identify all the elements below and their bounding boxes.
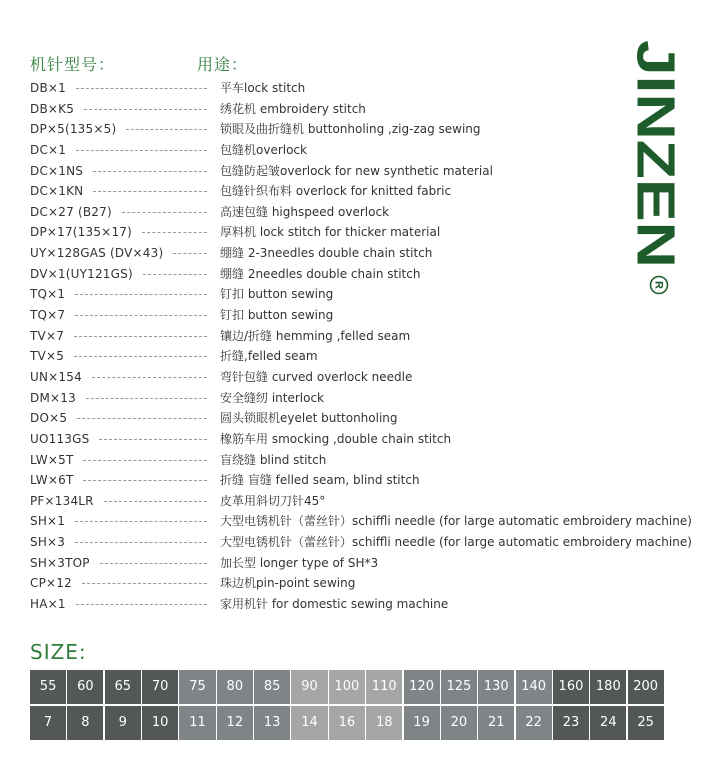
metric-size-cell: 100 xyxy=(329,670,365,704)
needle-model: LW×5T xyxy=(30,452,74,467)
needle-model: DC×1KN xyxy=(30,184,84,199)
singer-size-cell: 9 xyxy=(105,706,141,740)
metric-size-cell: 70 xyxy=(142,670,178,704)
needle-row xyxy=(0,491,726,511)
registered-mark-letter: R xyxy=(652,281,665,289)
needle-row xyxy=(0,367,726,387)
needle-use: 平车lock stitch xyxy=(220,81,306,95)
needle-use: 橡筋车用 smocking ,double chain stitch xyxy=(220,431,452,446)
needle-use: 折缝 盲缝 felled seam, blind stitch xyxy=(220,473,420,488)
metric-size-cell: 85 xyxy=(254,670,290,704)
needle-model: DM×13 xyxy=(30,390,76,405)
needle-model: TQ×7 xyxy=(30,308,66,323)
singer-size-cell: 8 xyxy=(67,706,103,740)
singer-size-cell: 7 xyxy=(30,706,66,740)
needle-model: UN×154 xyxy=(30,369,82,384)
needle-use: 绣花机 embroidery stitch xyxy=(220,101,366,116)
needle-model: UO113GS xyxy=(30,431,90,446)
needle-row xyxy=(0,388,726,408)
singer-size-cell: 11 xyxy=(179,706,215,740)
leader-line xyxy=(75,521,207,522)
singer-size-cell: 10 xyxy=(142,706,178,740)
leader-line xyxy=(126,129,207,130)
singer-size-cell: 23 xyxy=(553,706,589,740)
size-heading: SIZE: xyxy=(30,640,87,664)
brand-logo xyxy=(592,38,692,270)
leader-line xyxy=(74,356,207,357)
needle-model: DC×27 (B27) xyxy=(30,204,112,219)
model-column-header: 机针型号： xyxy=(30,55,116,74)
leader-line xyxy=(77,418,207,419)
needle-use: 家用机针 for domestic sewing machine xyxy=(220,597,449,611)
needle-model: SH×3 xyxy=(30,535,66,550)
leader-line xyxy=(75,542,207,543)
leader-line xyxy=(93,191,207,192)
needle-model: SH×1 xyxy=(30,514,66,529)
needle-use: 镶边/折缝 hemming ,felled seam xyxy=(220,328,411,343)
needle-model: TV×7 xyxy=(30,328,65,343)
needle-use: 盲绕缝 blind stitch xyxy=(220,452,327,467)
leader-line xyxy=(84,109,207,110)
needle-model: DC×1 xyxy=(30,142,67,157)
leader-line xyxy=(74,336,207,337)
needle-row xyxy=(0,573,726,593)
metric-size-cell: 125 xyxy=(441,670,477,704)
metric-size-cell: 65 xyxy=(105,670,141,704)
needle-model: HA×1 xyxy=(30,597,66,611)
metric-size-cell: 110 xyxy=(366,670,402,704)
singer-size-cell: 21 xyxy=(478,706,514,740)
registered-mark-icon xyxy=(649,275,669,295)
needle-use: 厚料机 lock stitch for thicker material xyxy=(220,225,441,240)
singer-size-cell: 20 xyxy=(441,706,477,740)
needle-row xyxy=(0,408,726,428)
needle-model: TQ×1 xyxy=(30,287,66,302)
needle-row xyxy=(0,450,726,470)
needle-use: 大型电锈机针（蕾丝针）schiffli needle (for large automatic embroidery machine) xyxy=(220,535,692,550)
needle-model: TV×5 xyxy=(30,349,65,364)
singer-size-row xyxy=(30,706,665,740)
singer-size-cell: 14 xyxy=(291,706,327,740)
needle-use: 大型电锈机针（蕾丝针）schiffli needle (for large automatic embroidery machine) xyxy=(220,514,692,529)
leader-line xyxy=(76,88,207,89)
metric-size-cell: 130 xyxy=(478,670,514,704)
metric-size-cell: 75 xyxy=(179,670,215,704)
leader-line xyxy=(86,398,207,399)
needle-use: 锁眼及曲折缝机 buttonholing ,zig-zag sewing xyxy=(220,122,481,137)
needle-row xyxy=(0,346,726,366)
needle-row xyxy=(0,553,726,573)
needle-model: SH×3TOP xyxy=(30,555,90,570)
singer-size-cell: 12 xyxy=(217,706,253,740)
singer-size-cell: 13 xyxy=(254,706,290,740)
needle-row xyxy=(0,594,726,614)
metric-size-cell: 90 xyxy=(291,670,327,704)
needle-use: 包缝防起皱overlock for new synthetic material xyxy=(220,163,493,178)
leader-line xyxy=(82,583,207,584)
leader-line xyxy=(76,604,207,605)
needle-model: CP×12 xyxy=(30,576,72,591)
metric-size-cell: 80 xyxy=(217,670,253,704)
needle-use: 包缝针织布料 overlock for knitted fabric xyxy=(220,184,452,199)
metric-size-cell: 140 xyxy=(516,670,552,704)
leader-line xyxy=(93,171,207,172)
needle-row xyxy=(0,305,726,325)
needle-use: 弯针包缝 curved overlock needle xyxy=(220,369,413,384)
singer-size-cell: 19 xyxy=(404,706,440,740)
needle-model: DB×K5 xyxy=(30,101,75,116)
leader-line xyxy=(92,377,207,378)
needle-model: DP×17(135×17) xyxy=(30,225,132,240)
needle-use: 珠边机pin-point sewing xyxy=(220,576,356,591)
needle-use: 绷缝 2-3needles double chain stitch xyxy=(220,246,433,261)
leader-line xyxy=(100,563,207,564)
needle-use: 安全缝纫 interlock xyxy=(220,390,324,405)
needle-model: LW×6T xyxy=(30,473,74,488)
leader-line xyxy=(83,480,207,481)
leader-line xyxy=(104,501,207,502)
needle-row xyxy=(0,470,726,490)
metric-size-cell: 120 xyxy=(404,670,440,704)
needle-use: 折缝,felled seam xyxy=(220,349,318,364)
needle-row xyxy=(0,511,726,531)
leader-line xyxy=(99,439,207,440)
leader-line xyxy=(83,460,207,461)
leader-line xyxy=(173,253,207,254)
singer-size-cell: 24 xyxy=(590,706,626,740)
needle-row xyxy=(0,284,726,304)
metric-size-cell: 200 xyxy=(628,670,664,704)
needle-model: DV×1(UY121GS) xyxy=(30,266,133,281)
leader-line xyxy=(143,274,207,275)
leader-line xyxy=(122,212,207,213)
use-column-header: 用途： xyxy=(197,55,249,74)
leader-line xyxy=(142,232,207,233)
singer-size-cell: 16 xyxy=(329,706,365,740)
needle-use: 加长型 longer type of SH*3 xyxy=(220,555,379,570)
needle-model: DP×5(135×5) xyxy=(30,122,117,137)
needle-use: 圆头锁眼机eyelet buttonholing xyxy=(220,411,398,426)
needle-model: PF×134LR xyxy=(30,493,94,508)
needle-model: DC×1NS xyxy=(30,163,84,178)
needle-model: DB×1 xyxy=(30,81,66,95)
needle-model: DO×5 xyxy=(30,411,68,426)
metric-size-row xyxy=(30,670,665,704)
metric-size-cell: 160 xyxy=(553,670,589,704)
leader-line xyxy=(76,150,207,151)
needle-row xyxy=(0,429,726,449)
singer-size-cell: 25 xyxy=(628,706,664,740)
needle-use: 包缝机overlock xyxy=(220,142,307,157)
metric-size-cell: 180 xyxy=(590,670,626,704)
needle-use: 钉扣 button sewing xyxy=(220,308,334,323)
needle-row xyxy=(0,532,726,552)
singer-size-cell: 22 xyxy=(516,706,552,740)
needle-use: 钉扣 button sewing xyxy=(220,287,334,302)
leader-line xyxy=(75,315,207,316)
needle-row xyxy=(0,326,726,346)
needle-use: 皮革用斜切刀针45° xyxy=(220,493,326,508)
brand-wordmark: JINZEN xyxy=(625,39,686,233)
needle-use: 绷缝 2needles double chain stitch xyxy=(220,266,421,281)
metric-size-cell: 60 xyxy=(67,670,103,704)
needle-model: UY×128GAS (DV×43) xyxy=(30,246,164,261)
needle-use: 高速包缝 highspeed overlock xyxy=(220,204,390,219)
leader-line xyxy=(75,294,207,295)
singer-size-cell: 18 xyxy=(366,706,402,740)
metric-size-cell: 55 xyxy=(30,670,66,704)
